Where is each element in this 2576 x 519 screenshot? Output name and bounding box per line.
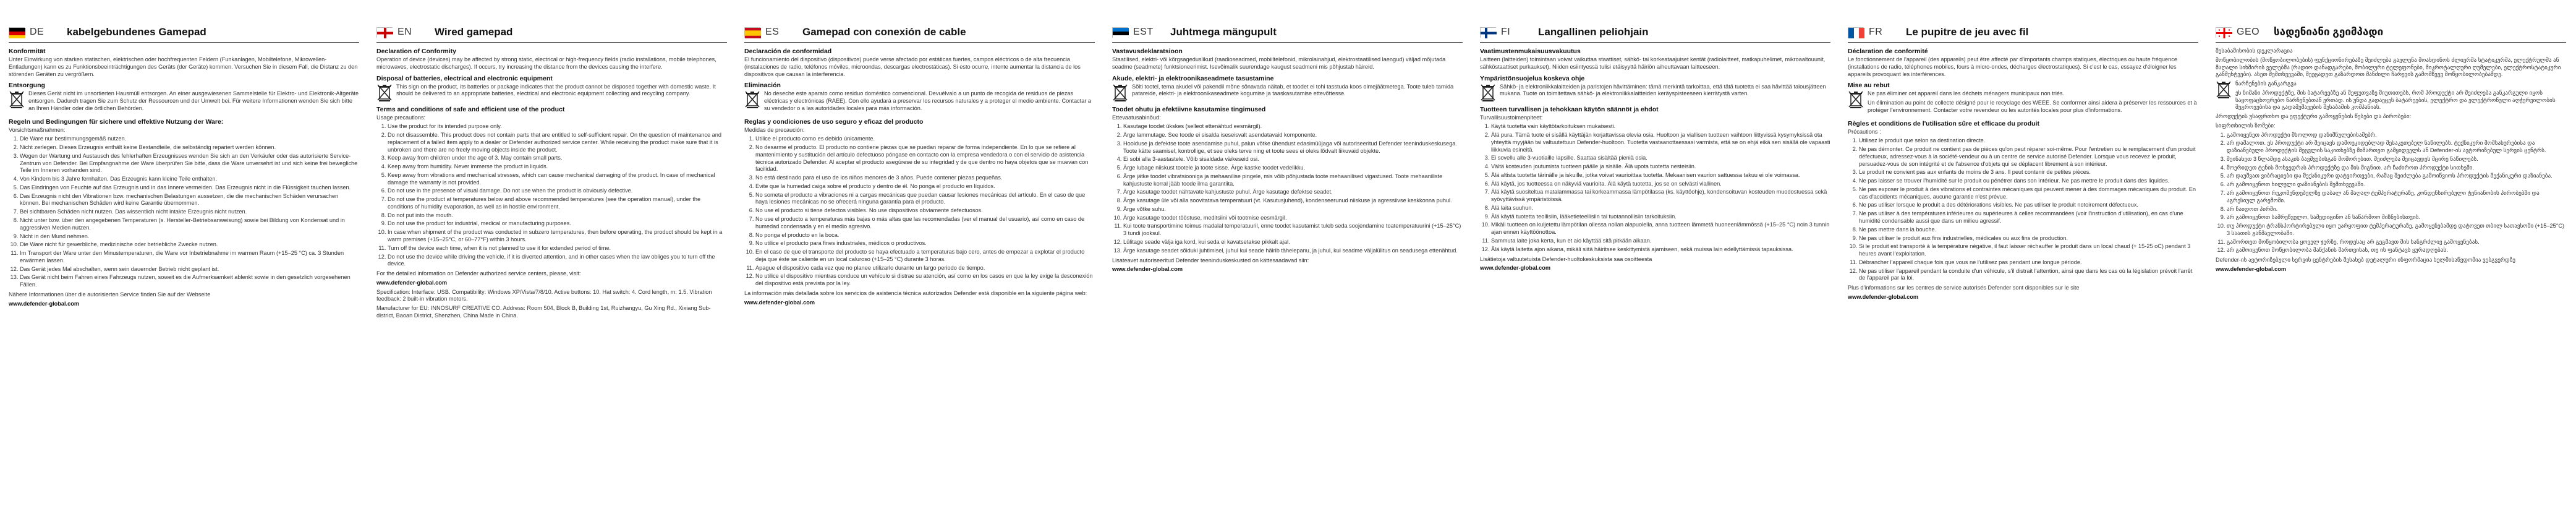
paragraph: Ettevaatusabinõud: — [1112, 114, 1161, 121]
list-item: 3. Keep away from children under the age of 3. May contain small parts. — [388, 155, 727, 162]
section — [2216, 48, 2566, 79]
precautions-list — [744, 135, 1095, 288]
list-item: 9. Älä käytä tuotetta teollisiin, lääketieteellisiin tai tuotannollisiin tarkoituksiin. — [1491, 213, 1830, 221]
list-item: 5. Ärge lubage niiskust tootele ja toote sisse. Ärge kastke toodet vedelikku. — [1123, 165, 1463, 172]
section-heading: Eliminación — [744, 82, 781, 90]
service-note: Defender-ის ავტორიზებული სერვის ცენტრების შესახებ დეტალური ინფორმაცია ხელმისაწვდომია ვებგვერდზე — [2216, 257, 2515, 264]
paragraph: No deseche este aparato como residuo doméstico convencional. Devuélvalo a un punto de recogida de residuos de piezas eléctricas y electrónicas (RAEE). Con ello ayudará a preservar los recursos naturales y a proteger el medio ambiente. Contactar a su vendedor o a las autoridades locales para más información. — [764, 90, 1092, 111]
list-item: 5. Ne pas exposer le produit à des vibrations et contraintes mécaniques qui peuvent mener à des dommages mécaniques du produit. En cas d'accidents mécaniques, aucune garantie n'est prévue. — [1859, 186, 2198, 201]
list-item: 11. Im Transport der Ware unter den Minustemperaturen, die Ware vor Inbetriebnahme im warmen Raum (+15–25 °C) ca. 3 Stunden erwärmen lassen. — [20, 250, 359, 265]
column-header — [376, 26, 727, 43]
section-heading: Disposal of batteries, electrical and electronic equipment — [376, 74, 553, 82]
section — [1480, 106, 1830, 273]
crossed-bin-icon — [1848, 90, 1864, 109]
list-item: 12. Lülitage seade välja iga kord, kui seda ei kavatsetakse pikkalt ajal. — [1123, 239, 1463, 246]
precautions-list — [376, 123, 727, 268]
paragraph: Sõlti tootel, tema akudel või pakendil mõne sõnavada näitab, et toodet ei tohi tasstuda koos olmejäätmetega. Toote tuleb tarnida patareide, elektri- ja elektroonikaseadmete kogumise ja taaskasutamise ettevõttesse. — [1132, 83, 1454, 97]
section — [1480, 75, 1830, 102]
list-item: 6. Das Erzeugnis nicht den Vibrationen bzw. mechanischen Belastungen aussetzen, die die mechanischen Schäden verursachen können. Bei mechanischen Schäden wird keine Garantie übernommen. — [20, 193, 359, 208]
section — [2216, 80, 2566, 113]
flag-icon-de — [9, 27, 25, 38]
list-item: 8. არ ჩაიდოთ პირში. — [2227, 206, 2566, 213]
list-item: 3. Le produit ne convient pas aux enfants de moins de 3 ans. Il peut contenir de petites pièces. — [1859, 169, 2198, 176]
section — [1112, 48, 1463, 71]
list-item: 3. Hoolduse ja defektse toote asendamise puhul, palun võtke ühendust edasimüüjaga või autoriseeritud Defender teeninduskeskusega. Toote kätte saamisel, kontrollige, et see oleks terve ning et toote sees ei oleks lõdvalt liikuvaid objekte. — [1123, 140, 1463, 155]
disposal-block — [376, 84, 727, 102]
column-header — [1480, 26, 1830, 43]
list-item: 4. Keep away from humidity. Never immerse the product in liquids. — [388, 163, 727, 171]
section — [1112, 106, 1463, 274]
list-item: 10. თუ პროდუქტი ტრანსპორტირებული იყო უარყოფით ტემპერატურაზე, გამოყენებამდე დატოვეთ თბილ სათავსოში (+15–25°C) 3 საათის განმავლობაში. — [2227, 223, 2566, 238]
list-item: 5. Keep away from vibrations and mechanical stresses, which can cause mechanical damaging of the product. In case of mechanical damage the warranty is not provided. — [388, 172, 727, 187]
list-item: 4. Von Kindern bis 3 Jahre fernhalten. Das Erzeugnis kann kleine Teile enthalten. — [20, 176, 359, 183]
language-code: FI — [1501, 27, 1511, 37]
product-title: Wired gamepad — [435, 26, 513, 38]
section-heading: Mise au rebut — [1848, 82, 1890, 90]
website-link[interactable]: www.defender-global.com — [1112, 266, 1183, 273]
website-link[interactable]: www.defender-global.com — [2216, 265, 2287, 272]
list-item: 11. Sammuta laite joka kerta, kun et aio käyttää sitä pitkään aikaan. — [1491, 238, 1830, 245]
paragraph: Turvallisuustoimenpiteet: — [1480, 114, 1543, 121]
section-heading: Declaración de conformidad — [744, 48, 832, 55]
service-note: Plus d'informations sur les centres de service autorisés Defender sont disponibles sur le site — [1848, 285, 2080, 291]
list-item: 9. არ გამოიყენოთ სამრეწველო, სამედიცინო ან საწარმოო მიზნებისთვის. — [2227, 214, 2566, 221]
service-note: For the detailed information on Defender authorized service centers, please, visit: — [376, 270, 581, 277]
section-heading: Tuotteen turvallisen ja tehokkaan käytön säännöt ja ehdot — [1480, 105, 1659, 113]
precautions-list — [1112, 123, 1463, 254]
list-item: 3. შეინახეთ 3 წლამდე ასაკის ბავშვებისგან მოშორებით. შეიძლება შეიცავდეს მცირე ნაწილებს. — [2227, 156, 2566, 163]
list-item: 12. Das Gerät jedes Mal abschalten, wenn sein dauernder Betrieb nicht geplant ist. — [20, 266, 359, 273]
language-code: DE — [30, 27, 45, 37]
paragraph: Dieses Gerät nicht im unsortierten Hausmüll entsorgen. An einer ausgewiesenen Sammelstelle für Elektro- und Elektronik-Altgeräte entsorgen. Dadurch tragen Sie zum Schutz der Ressourcen und der Umwelt bei. Für weitere Informationen wenden Sie sich bitte an Ihren Händler oder die örtlichen Behörden. — [28, 90, 359, 111]
list-item: 2. Nicht zerlegen. Dieses Erzeugnis enthält keine Bestandteile, die selbständig repariert werden können. — [20, 144, 359, 152]
list-item: 6. Do not use in the presence of visual damage. Do not use when the product is obviously defective. — [388, 187, 727, 195]
language-code: GEO — [2237, 27, 2260, 37]
column-header — [1112, 26, 1463, 43]
paragraph: Précautions : — [1848, 128, 1881, 135]
list-item: 1. გამოიყენეთ პროდუქტი მხოლოდ დანიშნულებისამებრ. — [2227, 132, 2566, 139]
list-item: 10. Si le produit est transporté à la température négative, il faut laisser réchauffer le produit dans un local chaud (+ 15-25 oC) pendant 3 heures avant l'exploitation. — [1859, 243, 2198, 258]
service-note: Lisateavet autoriseeritud Defender teeninduskeskusted on kättesaadavad siin: — [1112, 257, 1309, 264]
section-heading: Declaration of Conformity — [376, 48, 456, 55]
product-title: Juhtmega mängupult — [1170, 26, 1277, 38]
section — [1848, 82, 2198, 116]
disposal-block — [1848, 90, 2198, 116]
paragraph: Un élimination au point de collecte désigné pour le recyclage des WEEE. Se conformer ainsi aidera à préserver les ressources et à protéger l'environnement. Contacter votre revendeur ou les autorités locales pour plus d'informations. — [1868, 100, 2197, 113]
section — [9, 118, 359, 308]
section-heading: Toodet ohutu ja efektiivne kasutamise tingimused — [1112, 105, 1266, 113]
paragraph: Laitteen (laitteiden) toimintaan voivat vaikuttaa staattiset, sähkö- tai korkeataajuiset kentät (radiolaitteet, matkapuhelimet, mikroaaltouunit, sähköstaattiset purkaukset). Niiden esiintyessä tulisi etäisyyttä häiriön aiheuttavaan laitteeseen. — [1480, 56, 1826, 70]
disposal-block — [744, 90, 1095, 114]
list-item: 10. In case when shipment of the product was conducted in subzero temperatures, then before operating, the product should be kept in a warm premises (+15–25°C, or 60–77°F) within 3 hours. — [388, 229, 727, 244]
list-item: 8. Ärge kasutage üle või alla soovitatava temperatuuri (vt. Kasutusjuhend), kondenseerunud niiskuse ja agressiivse keskkonna puhul. — [1123, 197, 1463, 205]
section — [376, 48, 727, 71]
precautions-list — [9, 135, 359, 289]
disposal-block — [9, 90, 359, 114]
crossed-bin-icon — [376, 84, 393, 102]
list-item: 8. Nicht unter bzw. über den angegebenen Temperaturen (s. Hersteller-Betriebsanweisung) sowie bei Bildung von Kondensat und in aggressiven Medien nutzen. — [20, 217, 359, 232]
section-heading: Règles et conditions de l'utilisation sûre et efficace du produit — [1848, 119, 2039, 127]
list-item: 5. Älä altista tuotetta tärinälle ja iskuille, jotka voivat vaurioittaa tuotetta. Mekaanisen vaurion sattuessa takuu ei ole voimassa. — [1491, 172, 1830, 179]
section — [376, 106, 727, 320]
paragraph: Sähkö- ja elektroniikkalaitteiden ja paristojen hävittäminen: tämä merkintä tarkoittaa, että tätä tuotetta ei saa hävittää talousjätteen mukana. Tuote on toimitettava sähkö- ja elektroniikkalaitteiden keräyspisteeseen kierrätystä varten. — [1500, 83, 1826, 97]
flag-icon-ge — [2216, 27, 2232, 38]
list-item: 9. Nicht in den Mund nehmen. — [20, 233, 359, 241]
disposal-text — [396, 84, 727, 100]
section — [744, 118, 1095, 307]
disposal-block — [2216, 80, 2566, 113]
list-item: 1. Kasutage toodet ükskes (selleot ettenähtud eesmärgil). — [1123, 123, 1463, 131]
section-heading: Terms and conditions of safe and efficient use of the product — [376, 105, 565, 113]
paragraph: პროდუქტის უსაფრთხო და ეფექტური გამოყენების წესები და პირობები: — [2216, 113, 2412, 120]
section-heading: Entsorgung — [9, 82, 45, 90]
precautions-list — [1848, 137, 2198, 282]
list-item: 12. No utilice el dispositivo mientras conduce un vehículo si distrae su atención, así como en los casos en que la ley exige la desconexión del dispositivo está prevista por la ley. — [755, 273, 1095, 288]
list-item: 3. No está destinado para el uso de los niños menores de 3 años. Puede contener piezas pequeñas. — [755, 174, 1095, 182]
list-item: 3. Wegen der Wartung und Austausch des fehlerhaften Erzeugnisses wenden Sie sich an den Verkäufer oder das autorisierte Service-Zentrum von Defender. Bei Empfangnahme der Ware überprüfen Sie bitte, dass die Ware unversehrt ist und sich keine frei bewegliche Teile im Inneren vorhanden sind. — [20, 153, 359, 174]
language-column-fi — [1471, 0, 1839, 519]
section — [744, 82, 1095, 114]
list-item: 1. Utilice el producto como es debido únicamente. — [755, 135, 1095, 143]
section-heading: Vaatimustenmukaisuusvakuutus — [1480, 48, 1581, 55]
list-item: 4. მოერიდეთ ტენის მოხვედრას პროდუქტზე და მის შიგნით. არ ჩაძიროთ პროდუქტი სითხეში. — [2227, 165, 2566, 172]
list-item: 10. Ärge kasutage toodet tööstuse, meditsiini või tootmise eesmärgil. — [1123, 215, 1463, 222]
list-item: 10. Die Ware nicht für gewerbliche, medizinische oder betriebliche Zwecke nutzen. — [20, 241, 359, 249]
list-item: 10. Mikäli tuotteen on kuljetettu lämpötilan ollessa nollan alapuolella, anna tuotteen lämmetä huoneenlämmössä (+15–25 °C) noin 3 tunnin ajan ennen käyttöönottoa. — [1491, 221, 1830, 236]
list-item: 7. Do not use the product at temperatures below and above recommended temperatures (see the operation manual), under the conditions of humidity evaporation, as well as in hostile environment. — [388, 196, 727, 211]
website-link[interactable]: www.defender-global.com — [376, 279, 448, 286]
list-item: 11. Kui toote transportimine toimus madalal temperatuuril, enne toodet kasutamist tuleb seda soojendamine toatemperatuurini (+15–25°C) 3 tundi jooksul. — [1123, 223, 1463, 238]
list-item: 7. Älä käytä suositeltua matalammassa tai korkeammassa lämpötilassa (ks. käyttöohje), kondensoituvan kosteuden muodostuessa sekä syövyttävissä ympäristöissä. — [1491, 189, 1830, 204]
column-header — [1848, 26, 2198, 43]
product-title: kabelgebundenes Gamepad — [67, 26, 206, 38]
crossed-bin-icon — [9, 90, 25, 109]
list-item: 13. Ärge kasutage seadet sõiduki juhtimisel, juhul kui seade häirib tähelepanu, ja juhul, kui seadme väljalülitus on seadusega ettenähtud. — [1123, 247, 1463, 255]
list-item: 11. Turn off the device each time, when it is not planned to use it for extended period of time. — [388, 245, 727, 252]
list-item: 12. Älä käytä laitetta ajon aikana, mikäli siitä häiritsee keskittymistä ajamiseen, sekä muissa lain edellyttämissä tapauksissa. — [1491, 246, 1830, 254]
list-item: 1. Utilisez le produit que selon sa destination directe. — [1859, 137, 2198, 145]
list-item: 2. არ დაშალოთ. ეს პროდუქტი არ შეიცავს დამოუკიდებლად შესაკეთებელ ნაწილებს. ტექნიკური მომსახურებისა და დაზიანებული პროდუქტის შეცვლის საკითხებზე მიმართეთ გამყიდველს ან Defender-ის ავტორიზებულ სერვის ცენტრს. — [2227, 140, 2566, 155]
list-item: 8. Do not put into the mouth. — [388, 212, 727, 220]
disposal-text — [1132, 84, 1463, 100]
list-item: 8. Ne pas mettre dans la bouche. — [1859, 226, 2198, 234]
website-link[interactable]: www.defender-global.com — [744, 299, 815, 306]
paragraph: Ne pas éliminer cet appareil dans les déchets ménagers municipaux non triés. — [1868, 90, 2065, 97]
paragraph: Operation of device (devices) may be affected by strong static, electrical or high-frequency fields (radio installations, mobile telephones, microwaves, electrostatic discharges). If occurs, try increasing the distance from the devices causing the interfere. — [376, 56, 716, 70]
section-heading: Déclaration de conformité — [1848, 48, 1928, 55]
section — [1480, 48, 1830, 71]
list-item: 1. Use the product for its intended purpose only. — [388, 123, 727, 131]
crossed-bin-icon — [1480, 84, 1496, 102]
list-item: 7. Ne pas utiliser à des températures inférieures ou supérieures à celles recommandées (voir l'instruction d'utilisation), en cas d'une humidité condensable aussi que dans un milieu agressif. — [1859, 210, 2198, 225]
service-note: Lisätietoja valtuutetuista Defender-huoltokeskuksista saa osoitteesta — [1480, 255, 1652, 262]
list-item: 9. No utilice el producto para fines industriales, médicos o productivos. — [755, 240, 1095, 247]
list-item: 4. Ne pas laisser se trouver l'humidité sur le produit ou pénétrer dans son intérieur. Ne pas mettre le produit dans des liquides. — [1859, 178, 2198, 185]
disposal-text — [1500, 84, 1830, 100]
language-column-en — [368, 0, 736, 519]
list-item: 6. არ გამოიყენოთ ხილული დაზიანების შემთხვევაში. — [2227, 181, 2566, 189]
product-title: Le pupitre de jeu avec fil — [1906, 26, 2029, 38]
list-item: 5. Das Eindringen von Feuchte auf das Erzeugnis und in das Innere vermeiden. Das Erzeugnis nicht in die Flüssigkeit tauchen lassen. — [20, 184, 359, 192]
website-link[interactable]: www.defender-global.com — [1848, 293, 1919, 300]
list-item: 5. არ დაუშვათ ვიბრაციები და მექანიკური დატვირთვები, რამაც შეიძლება გამოიწვიოს პროდუქტის მექანიკური დაზიანება. — [2227, 173, 2566, 180]
service-note: La información más detallada sobre los servicios de asistencia técnica autorizados Defender está disponible en la siguiente página web: — [744, 290, 1087, 296]
list-item: 11. გამორთეთ მოწყობილობა ყოველ ჯერზე, როდესაც არ გეგმავთ მის ხანგრძლივ გამოყენებას. — [2227, 239, 2566, 246]
language-column-es — [736, 0, 1103, 519]
disposal-text — [2235, 80, 2566, 113]
section — [9, 48, 359, 78]
paragraph: Medidas de precaución: — [744, 126, 805, 133]
list-item: 4. Ei sobi alla 3-aastastele. Võib sisaldada väikeseid osi. — [1123, 156, 1463, 163]
paragraph: ნარჩენების განკარგვა — [2235, 80, 2297, 87]
section — [376, 75, 727, 102]
list-item: 11. Apague el dispositivo cada vez que no planee utilizarlo durante un largo periodo de tiempo. — [755, 265, 1095, 272]
section-heading: Vastavusdeklaratsioon — [1112, 48, 1183, 55]
list-item: 9. Ne pas utiliser le produit aux fins industrielles, médicales ou aux fins de production. — [1859, 235, 2198, 242]
paragraph: ეს ნიშანი პროდუქტზე, მის ბატარეებზე ან შეფუთვაზე მიუთითებს, რომ პროდუქტი არ შეიძლება განკარგული იყოს საყოფაცხოვრებო ნარჩენებთან ერთად. ის უნდა გადაეცეს ბატარეების, ელექტრო და ელექტრონული აღჭურვილობის შეგროვებისა და გადამუშავების შესაბამის კომპანიას. — [2235, 89, 2556, 111]
list-item: 13. Das Gerät nicht beim Fahren eines Fahrzeugs nutzen, soweit es die Aufmerksamkeit ablenkt sowie in den gesetzlich vorgesehenen Fällen. — [20, 274, 359, 289]
paragraph: სიფრთხილის ზომები: — [2216, 122, 2276, 129]
service-note: Nähere Informationen über die autorisierten Service finden Sie auf der Webseite — [9, 291, 211, 298]
flag-icon-gb — [376, 27, 393, 38]
crossed-bin-icon — [744, 90, 760, 109]
section-heading: Konformität — [9, 48, 46, 55]
disposal-text — [764, 90, 1095, 114]
list-item: 12. Ne pas utiliser l'appareil pendant la conduite d'un véhicule, s'il distrait l'attention, ainsi que dans les cas où la législation prévoit l'arrêt de l'appareil par la loi. — [1859, 268, 2198, 283]
precautions-list — [1480, 123, 1830, 253]
list-item: 8. Älä laita suuhun. — [1491, 205, 1830, 212]
section-heading: Ympäristönsuojelua koskeva ohje — [1480, 74, 1585, 82]
paragraph: შესაბამისობის დეკლარაცია — [2216, 48, 2293, 54]
list-item: 4. Evite que la humedad caiga sobre el producto y dentro de él. No ponga el producto en líquidos. — [755, 183, 1095, 191]
product-title: Langallinen peliohjain — [1538, 26, 1649, 38]
website-link[interactable]: www.defender-global.com — [1480, 265, 1551, 272]
language-column-geo — [2207, 0, 2575, 519]
column-header — [9, 26, 359, 43]
section — [1112, 75, 1463, 102]
spec-note: Specification: Interface: USB. Compatibility: Windows XP/Vista/7/8/10. Active buttons: 10. Hat switch: 4. Cord length, m: 1.5. Vibration feedback: 2 built-in vibration motors. — [376, 288, 712, 302]
list-item: 4. Vältä kosteuden joutumista tuotteen päälle ja sisälle. Älä upota tuotetta nesteisiin. — [1491, 163, 1830, 171]
flag-icon-fi — [1480, 27, 1496, 38]
paragraph: Le fonctionnement de l'appareil (des appareils) peut être affecté par d'importants champs statiques, électriques ou haute fréquence (installations de radio, téléphones mobiles, fours à micro-ondes, décharges électrostatiques). Si c'est le cas, essayez d'éloigner les appareils provoquant les interférences. — [1848, 56, 2177, 77]
list-item: 6. Ärge jätke toodet vibratsiooniga ja mehaanilise pingele, mis võib põhjustada toote mehaanilised vigastused. Toote mehaaniliste kahjustuste korral jääb toode ilma garantiita. — [1123, 173, 1463, 188]
list-item: 1. Die Ware nur bestimmungsgemäß nutzen. — [20, 135, 359, 143]
list-item: 11. Débrancher l'appareil chaque fois que vous ne l'utilisez pas pendant une longue période. — [1859, 259, 2198, 267]
list-item: 6. No use el producto si tiene defectos visibles. No use dispositivos obviamente defectuosos. — [755, 207, 1095, 215]
list-item: 10. En el caso de que el transporte del producto se haya efectuado a temperaturas bajo cero, antes de empezar a explotar el producto deja que éste se caliente en un local caluroso (+15–25 °C) durante 3 horas. — [755, 249, 1095, 264]
product-title: სადენიანი გეიმპადი — [2274, 26, 2384, 38]
spec-note: Manufacturer for EU: INNOSURF CREATIVE CO. Address: Room 504, Block B, Building 1st, Ruizhangyu, Gu Xing Rd., Xixiang Sub-district, Baoan District, Shenzhen, China Made in China. — [376, 305, 711, 319]
paragraph: El funcionamiento del dispositivo (dispositivos) puede verse afectado por estáticas fuertes, campos eléctricos o de alta frecuencia (instalaciones de radio, teléfonos móviles, microondas, descargas electrostáticas). Si esto ocurre, intente aumentar la distancia de los dispositivos que causan la interferencia. — [744, 56, 1081, 77]
list-item: 7. No use el producto a temperaturas más bajas o más altas que las recomendadas (ver el manual del usuario), así como en caso de humedad condensada y en el medio agresivo. — [755, 216, 1095, 231]
product-title: Gamepad con conexión de cable — [802, 26, 966, 38]
language-column-est — [1103, 0, 1471, 519]
section — [9, 82, 359, 114]
website-link[interactable]: www.defender-global.com — [9, 300, 80, 307]
disposal-text — [1868, 90, 2198, 116]
section-heading: Akude, elektri- ja elektroonikaseadmete tasustamine — [1112, 74, 1274, 82]
list-item: 12. Do not use the device while driving the vehicle, if it is diverted attention, and in other cases when the law obliges you to turn off the device. — [388, 254, 727, 268]
flag-icon-fr — [1848, 27, 1864, 38]
list-item: 2. Älä pura. Tämä tuote ei sisällä käyttäjän korjattavissa olevia osia. Huoltoon ja viallisen tuotteen vaihtoon liittyvissä kysymyksissä ota yhteyttä myyjään tai valtuutettuun Defender-huoltoon. Tuotetta vastaanottaessasi varmista, että se on ehjä eikä sen sisällä ole vapaasti liikkuvia esineitä. — [1491, 132, 1830, 153]
section — [2216, 113, 2566, 273]
flag-icon-ee — [1112, 27, 1128, 38]
paragraph: მოწყობილობის (მოწყობილობების) ფუნქციონირებაზე შეიძლება გავლენა მოახდინოს ძლიერმა სტატიკურმა, ელექტრულმა ან მაღალი სიხშირის ველებმა (რადიო დანადგარები, მობილური ტელეფონები, მიკროტალღური ღუმელები, ელექტროსტატიკური განმუხტვები). ასეთ შემთხვევაში, შეეცადეთ გაზარდოთ მანძილი ჩარევის გამომწვევ მოწყობილობებამდე. — [2216, 56, 2561, 78]
list-item: 3. Ei sovellu alle 3-vuotiaille lapsille. Saattaa sisältää pieniä osia. — [1491, 155, 1830, 162]
language-code: EN — [397, 27, 412, 37]
flag-icon-es — [744, 27, 760, 38]
crossed-bin-icon — [1112, 84, 1128, 102]
section — [744, 48, 1095, 78]
column-header — [2216, 26, 2566, 43]
list-item: 7. არ გამოიყენოთ რეკომენდებულზე დაბალ ან მაღალ ტემპერატურაზე, კონდენსირებული ტენიანობის პირობებში და აგრესიულ გარემოში. — [2227, 190, 2566, 205]
list-item: 12. არ გამოიყენოთ მოწყობილობა მანქანის მართვისას, თუ ის ფანტავს ყურადღებას. — [2227, 247, 2566, 254]
language-code: ES — [765, 27, 780, 37]
list-item: 2. Ne pas démonter. Ce produit ne contient pas de pièces qu'on peut réparer soi-même. Pour l'entretien ou le remplacement d'un produit défectueux, adressez-vous à la société-vendeur ou à un centre de service autorisé Defender. Lorsque vous recevez le produit, persuadez-vous de son intégrité et de l'absence d'objets qui se déplacent librement à son intérieur. — [1859, 146, 2198, 168]
list-item: 2. Ärge lammutage. See toode ei sisalda iseseisvalt asendatavaid komponente. — [1123, 132, 1463, 139]
paragraph: Unter Einwirkung von starken statischen, elektrischen oder hochfrequenten Feldern (Funkanlagen, Mobiltelefone, Mikrowellen-Entladungen) kann es zu Funktionsbeeinträchtigungen des Geräts (der Geräte) kommen. Versuchen Sie in diesem Fall, die Distanz zu den störenden Geräten zu vergrößern. — [9, 56, 358, 77]
list-item: 6. Älä käytä, jos tuotteessa on näkyviä vaurioita. Älä käytä tuotetta, jos se on selvästi viallinen. — [1491, 181, 1830, 188]
list-item: 7. Ärge kasutage toodet nähtavate kahjustuste puhul. Ärge kasutage defektse seadet. — [1123, 189, 1463, 196]
section — [1848, 48, 2198, 78]
disposal-block — [1480, 84, 1830, 102]
section — [1848, 120, 2198, 301]
list-item: 7. Bei sichtbaren Schäden nicht nutzen. Das wissentlich nicht intakte Erzeugnis nicht nutzen. — [20, 208, 359, 216]
list-item: 9. Do not use the product for industrial, medical or manufacturing purposes. — [388, 220, 727, 228]
column-header — [744, 26, 1095, 43]
paragraph: Staatilised, elektri- või kõrgsageduslikud (raadioseadmed, mobiiltelefonid, mikrolainahjud, elektrostaatilised laengud) väljad mõjutada seadme (seadmete) funktsioneerimist. Isevõimalik suurendage kaugust seadmeni mis põhjustab häireid. — [1112, 56, 1446, 70]
crossed-bin-icon — [2216, 80, 2232, 99]
language-code: FR — [1869, 27, 1883, 37]
section-heading: Reglas y condiciones de uso seguro y eficaz del producto — [744, 118, 924, 126]
list-item: 5. No someta el producto a vibraciones ni a cargas mecánicas que puedan causar lesiones mecánicas del artículo. En el caso de que haya lesiones mecánicas no se ofrecerá ninguna garantía para el producto. — [755, 192, 1095, 207]
paragraph: This sign on the product, its batteries or package indicates that the product cannot be disposed together with domestic waste. It should be delivered to an appropriate batteries, electrical and electronic equipment collecting and recycling company. — [396, 83, 716, 97]
list-item: 8. No ponga el producto en la boca. — [755, 232, 1095, 239]
paragraph: Usage precautions: — [376, 114, 426, 121]
list-item: 2. Do not disassemble. This product does not contain parts that are entitled to self-sufficient repair. On the question of maintenance and replacement of a failed item apply to a dealer or Defender authorized service center. While receiving the product make sure that it is unbroken and there are no freely moving objects inside the product. — [388, 132, 727, 153]
language-column-fr — [1839, 0, 2207, 519]
precautions-list — [2216, 132, 2566, 254]
list-item: 6. Ne pas utiliser lorsque le produit a des détériorations visibles. Ne pas utiliser le produit notoirement défectueux. — [1859, 202, 2198, 209]
language-code: EST — [1133, 27, 1154, 37]
list-item: 2. No desarme el producto. El producto no contiene piezas que se puedan reparar de forma independiente. En lo que se refiere al mantenimiento y sustitución del artículo defectuoso póngase en contacto con la empresa vendedora o con el servicio de asistencia técnica autorizado Defender. Al aceptar el producto asegúrese de su integridad y de que dentro no haya objetos que se muevan con facilidad. — [755, 144, 1095, 173]
section-heading: Regeln und Bedingungen für sichere und effektive Nutzung der Ware: — [9, 118, 224, 126]
list-item: 1. Käytä tuotetta vain käyttötarkoituksen mukaisesti. — [1491, 123, 1830, 131]
list-item: 9. Ärge võtke suhu. — [1123, 206, 1463, 213]
language-column-de — [0, 0, 368, 519]
disposal-block — [1112, 84, 1463, 102]
disposal-text — [28, 90, 359, 114]
paragraph: Vorsichtsmaßnahmen: — [9, 126, 66, 133]
